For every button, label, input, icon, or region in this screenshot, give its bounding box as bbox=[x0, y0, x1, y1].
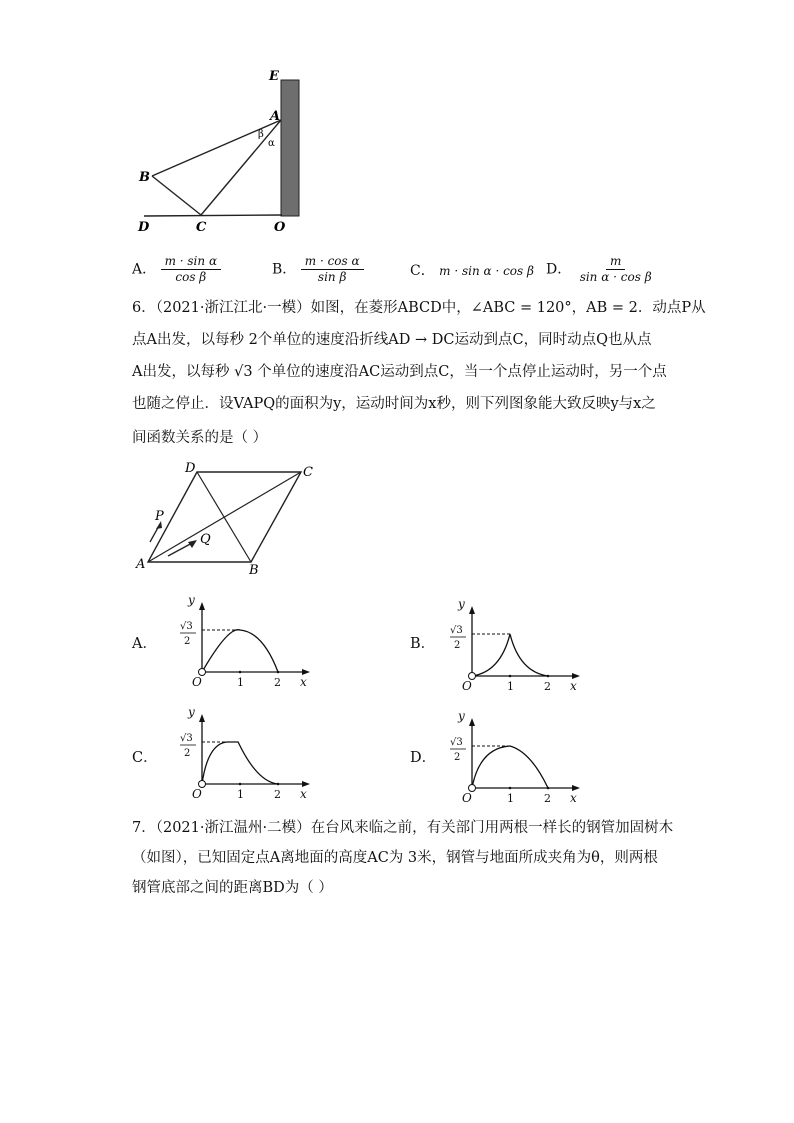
q5-option-d[interactable] bbox=[546, 254, 656, 285]
tick-1-dot bbox=[509, 675, 512, 678]
q5-option-d-den: sin α · cos β bbox=[579, 270, 652, 284]
label-C: C bbox=[196, 220, 207, 235]
function-curve bbox=[202, 630, 278, 672]
function-curve bbox=[472, 746, 548, 788]
y-max-numerator: √3 bbox=[180, 733, 193, 744]
q7-line-3: 钢管底部之间的距离BD为（ ） bbox=[132, 880, 333, 896]
y-axis-label: y bbox=[458, 709, 465, 723]
q6-line-3: A出发，以每秒 √3 个单位的速度沿AC运动到点C，当一个点停止运动时，另一个点 bbox=[132, 364, 667, 380]
y-max-denominator: 2 bbox=[184, 748, 191, 759]
y-axis-arrowhead bbox=[469, 606, 475, 614]
tick-2-dot bbox=[277, 783, 280, 786]
label-D: D bbox=[138, 220, 150, 235]
origin-label: O bbox=[192, 787, 202, 801]
tick-1-label: 1 bbox=[507, 792, 514, 805]
tick-1-dot bbox=[509, 787, 512, 790]
wall bbox=[281, 80, 299, 216]
graph-option-c[interactable] bbox=[166, 704, 316, 804]
tick-2-dot bbox=[547, 675, 550, 678]
rhombus-label-C: C bbox=[303, 465, 313, 480]
rhombus-label-Q: Q bbox=[200, 532, 211, 547]
q5-option-a[interactable] bbox=[132, 254, 221, 285]
label-A: A bbox=[270, 109, 281, 124]
figure-rhombus bbox=[130, 458, 330, 578]
q5-option-a-den: cos β bbox=[175, 270, 207, 284]
tick-1-dot bbox=[239, 783, 242, 786]
origin-label: O bbox=[462, 791, 472, 805]
label-alpha: α bbox=[268, 138, 275, 149]
tick-1-label: 1 bbox=[507, 680, 514, 693]
tick-2-label: 2 bbox=[274, 788, 281, 801]
rhombus-label-D: D bbox=[185, 461, 196, 476]
tick-1-dot bbox=[239, 671, 242, 674]
label-B: B bbox=[139, 170, 150, 185]
tick-1-label: 1 bbox=[237, 788, 244, 801]
segment-AC bbox=[201, 120, 281, 215]
rhombus-label-P: P bbox=[155, 509, 164, 524]
q5-options bbox=[132, 254, 672, 288]
label-O: O bbox=[274, 220, 286, 235]
tick-2-dot bbox=[547, 787, 550, 790]
y-axis-label: y bbox=[188, 593, 195, 607]
q5-option-c[interactable] bbox=[410, 261, 534, 281]
q5-option-b-label: B． bbox=[272, 261, 297, 278]
rhombus-label-B: B bbox=[249, 563, 259, 578]
q5-option-b-num: m · cos α bbox=[301, 254, 364, 270]
graph-option-a[interactable] bbox=[166, 592, 316, 692]
graph-option-b-label[interactable]: B． bbox=[410, 636, 436, 652]
y-axis-arrowhead bbox=[469, 718, 475, 726]
y-axis-label: y bbox=[188, 705, 195, 719]
q5-option-a-num: m · sin α bbox=[161, 254, 221, 270]
q5-option-c-label: C． bbox=[410, 263, 435, 279]
segment-BC bbox=[152, 176, 201, 215]
function-curve bbox=[202, 742, 278, 784]
graph-option-c-label[interactable]: C． bbox=[132, 750, 158, 766]
q6-line-5: 间函数关系的是（ ） bbox=[132, 430, 268, 446]
y-max-numerator: √3 bbox=[450, 625, 463, 636]
q7-line-2: （如图），已知固定点A离地面的高度AC为 3米，钢管与地面所成夹角为θ，则两根 bbox=[132, 850, 658, 866]
tick-2-label: 2 bbox=[274, 676, 281, 689]
q5-option-b-den: sin β bbox=[317, 270, 347, 284]
label-E: E bbox=[269, 69, 279, 84]
q5-option-d-label: D． bbox=[546, 261, 572, 278]
origin-label: O bbox=[462, 679, 472, 693]
tick-1-label: 1 bbox=[237, 676, 244, 689]
y-max-numerator: √3 bbox=[180, 621, 193, 632]
tick-2-dot bbox=[277, 671, 280, 674]
x-axis-label: x bbox=[300, 787, 307, 801]
y-max-denominator: 2 bbox=[454, 640, 461, 651]
y-max-denominator: 2 bbox=[454, 752, 461, 763]
graph-option-d-label[interactable]: D． bbox=[410, 750, 437, 766]
q6-line-4: 也随之停止．设VAPQ的面积为y，运动时间为x秒，则下列图象能大致反映y与x之 bbox=[132, 396, 656, 412]
y-axis-label: y bbox=[458, 597, 465, 611]
q6-line-1: 6．（2021·浙江江北·一模）如图，在菱形ABCD中，∠ABC = 120°，AB = 2．动点P从 bbox=[132, 300, 706, 316]
y-axis-arrowhead bbox=[199, 602, 205, 610]
graph-option-a-label[interactable]: A． bbox=[132, 636, 157, 652]
y-axis-arrowhead bbox=[199, 714, 205, 722]
rhombus-label-A: A bbox=[136, 557, 146, 572]
figure-q5 bbox=[130, 64, 320, 236]
y-max-numerator: √3 bbox=[450, 737, 463, 748]
diagonal-DB bbox=[197, 472, 251, 562]
graph-option-b[interactable] bbox=[436, 596, 586, 696]
q5-option-a-label: A． bbox=[132, 261, 157, 278]
tick-2-label: 2 bbox=[544, 792, 551, 805]
origin-label: O bbox=[192, 675, 202, 689]
x-axis-label: x bbox=[570, 791, 577, 805]
function-curve bbox=[472, 634, 548, 676]
x-axis-label: x bbox=[570, 679, 577, 693]
graph-option-d[interactable] bbox=[436, 708, 586, 808]
arrowhead-Q bbox=[188, 540, 197, 548]
q5-option-c-expr: m · sin α · cos β bbox=[439, 264, 534, 278]
x-axis-label: x bbox=[300, 675, 307, 689]
y-max-denominator: 2 bbox=[184, 636, 191, 647]
q5-option-d-num: m bbox=[606, 254, 625, 270]
q5-option-b[interactable] bbox=[272, 254, 364, 285]
q7-line-1: 7．（2021·浙江温州·二模）在台风来临之前，有关部门用两根一样长的钢管加固树木 bbox=[132, 820, 674, 836]
ground-line bbox=[144, 215, 282, 216]
q6-line-2: 点A出发，以每秒 2个单位的速度沿折线AD → DC运动到点C，同时动点Q也从点 bbox=[132, 332, 652, 348]
label-beta: β bbox=[258, 129, 264, 140]
tick-2-label: 2 bbox=[544, 680, 551, 693]
